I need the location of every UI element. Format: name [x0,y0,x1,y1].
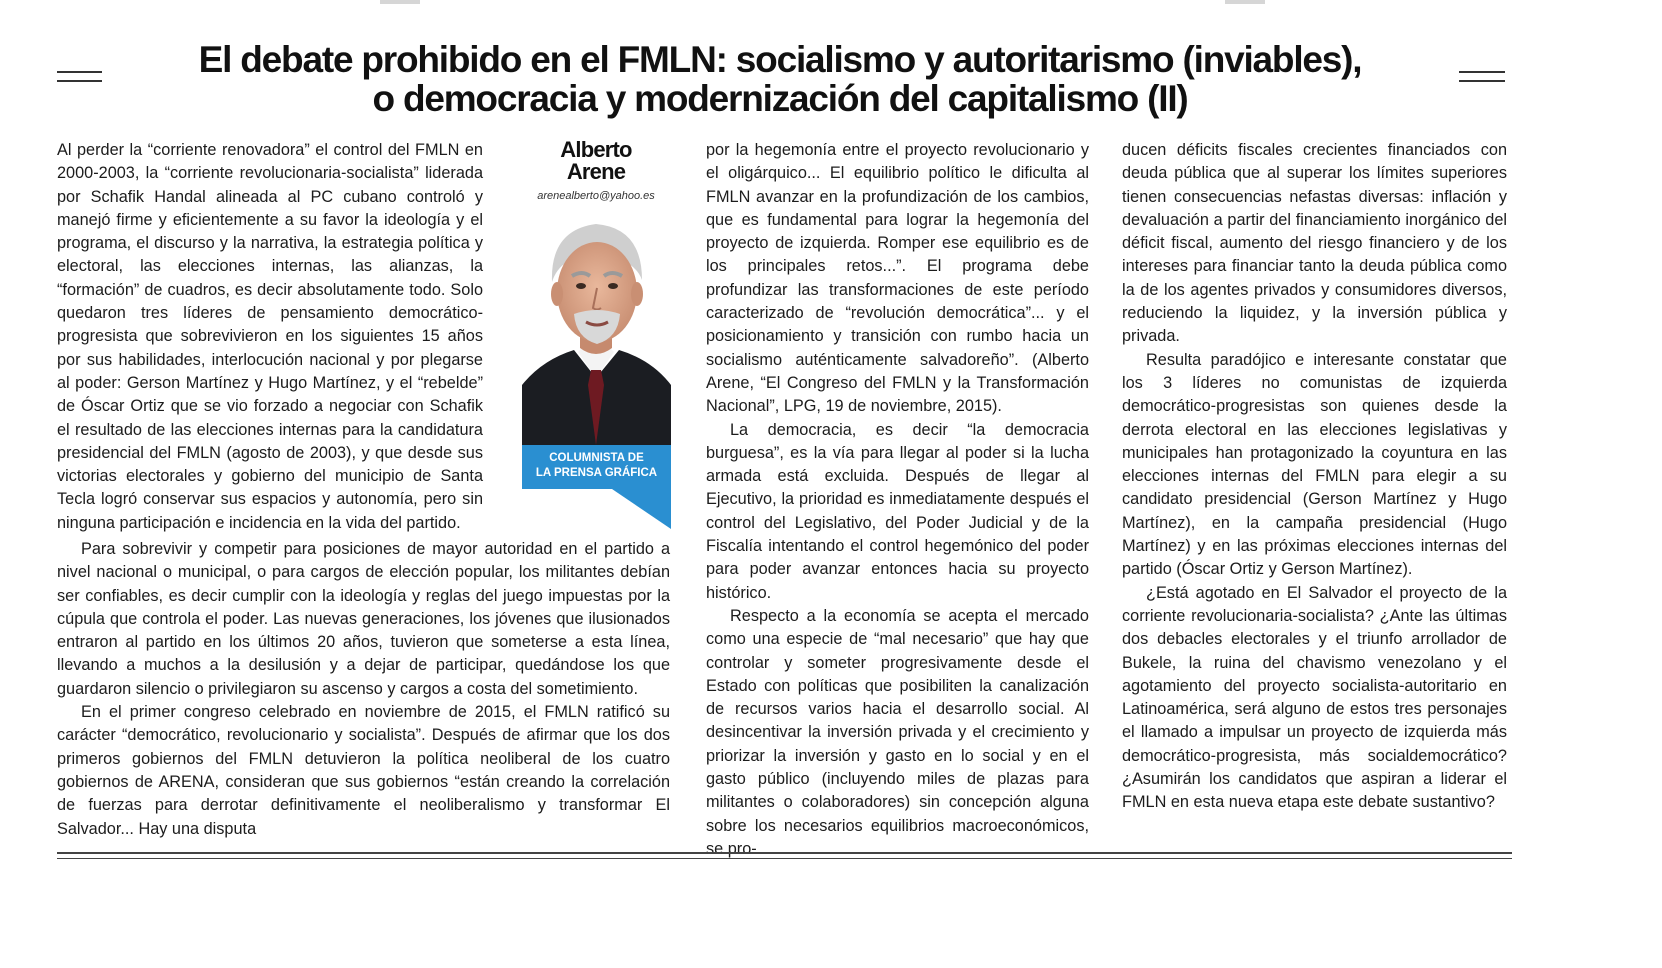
badge-line-1: COLUMNISTA DE [549,452,644,464]
bottom-rule [57,852,1512,859]
paragraph: La democracia, es decir “la democracia burguesa”, es la vía para llegar al poder si la lucha armada está excluida. Después de llegar al Ejecutivo, la prioridad es inmediatamente después el control del Legislativo, del Poder Judicial y de la Fiscalía intentando el control hegemónico del poder para poder avanzar entonces hacia su proyecto histórico. [706,420,1089,602]
badge-line-2: LA PRENSA GRÁFICA [535,467,658,479]
paragraph: Respecto a la economía se acepta el mercado como una especie de “mal necesario” que hay que controlar y someter progresivamente desde el Estado con políticas que posibiliten la canalización de recursos varios hacia el desarrollo social. Al desincentivar la inversión privada y el crecimiento y priorizar la inversión y gasto en lo social y en el gasto público (incluyendo miles de plazas para militantes o colaboradores) sin concepción alguna sobre los necesarios equilibrios macroeconómicos, se pro- [706,606,1089,858]
top-edge-mark [1225,0,1265,4]
author-email: arenealberto@yahoo.es [537,190,655,202]
headline-line-2: o democracia y modernización del capitalismo (II) [372,78,1188,119]
column-1-bottom [57,538,670,841]
paragraph: Al perder la “corriente renovadora” el control del FMLN en 2000-2003, la “corriente revolucionaria-socialista” liderada por Schafik Handal alineada al PC cubano controló y manejó firme y eficientemente a su favor la ideología y el programa, el discurso y la narrativa, la estrategia política y electoral, las elecciones internas, las alianzas, la “formación” de cuadros, es decir absolutamente todo. Solo quedaron tres líderes de pensamiento democrático-progresista que sobrevivieron en los siguientes 15 años por sus habilidades, interlocución nacional y por plegarse al poder: Gerson Martínez y Hugo Martínez, y el “rebelde” de Óscar Ortiz que se vio forzado a negociar con Schafik el resultado de las elecciones internas para la candidatura presidencial del FMLN (agosto de 2003), y que desde sus victorias electorales y gobierno del municipio de Santa Tecla logró conservar sus espacios y autonomía, pero sin ninguna participación e incidencia en la vida del partido. [57,141,483,532]
paragraph: En el primer congreso celebrado en noviembre de 2015, el FMLN ratificó su carácter “democrático, revolucionario y socialista”. Después de afirmar que los dos primeros gobiernos del FMLN detuvieron la política neoliberal de los cuatro gobiernos de ARENA, consideran que sus gobiernos “están creando la correlación de fuerzas para derrotar definitivamente el neoliberalismo y transformar El Salvador... Hay una disputa [57,703,670,838]
author-last-name: Arene [566,159,626,184]
badge-tab-shape [612,489,671,529]
headline-rule-left [57,71,102,82]
top-edge-mark [380,0,420,4]
paragraph: ¿Está agotado en El Salvador el proyecto de la corriente revolucionaria-socialista? ¿Ante las últimas dos debacles electorales y el triunfo arrollador de Bukele, la ruina del chavismo venezolano y el agotamiento del proyecto socialista-autoritario en Latinoamérica, será alguno de estos tres personajes el llamado a impulsar un proyecto de izquierda más democrático-progresista, más socialdemocrático? ¿Asumirán los candidatos que aspiran a liderar el FMLN en esta nueva etapa este debate sustantivo? [1122,583,1507,812]
headline [105,40,1455,118]
headline-rule-right [1459,71,1505,82]
author-portrait-svg [522,210,671,445]
column-3 [1122,139,1507,815]
paragraph: Resulta paradójico e interesante constatar que los 3 líderes no comunistas de izquierda democrático-progresistas son quienes desde la derrota electoral en las elecciones legislativas y municipales han protagonizado la coyuntura en las elecciones internas del FMLN para elegir a su candidato presidencial (Gerson Martínez y Hugo Martínez), en la campaña presidencial (Hugo Martínez) y en las próximas elecciones internas del partido (Óscar Ortiz y Gerson Martínez). [1122,350,1507,579]
headline-line-1: El debate prohibido en el FMLN: socialismo y autoritarismo (inviables), [198,39,1362,80]
paragraph: ducen déficits fiscales crecientes financiados con deuda pública que al superar los límites superiores tienen consecuencias nefastas diversas: inflación y devaluación a partir del financiamiento inorgánico del déficit fiscal, aumento del riesgo financiero y de los intereses para financiar tanto la deuda pública como la de los agentes privados y consumidores diversos, reduciendo la liquidez, y la inversión pública y privada. [1122,141,1507,346]
author-first-name: Alberto [560,137,632,162]
columnist-badge [522,445,671,489]
column-2 [706,139,1089,861]
paragraph: Para sobrevivir y competir para posiciones de mayor autoridad en el partido a nivel nacional o municipal, o para cargos de elección popular, los militantes debían ser confiables, es decir cumplir con la ideología y reglas del juego impuestas por la cúpula que controla el poder. Las nuevas generaciones, los jóvenes que ilusionados entraron al partido en los últimos 20 años, tuvieron que someterse a esta línea, llevando a muchos a la desilusión y a dejar de participar, quedándose los que guardaron silencio o privilegiaron su ascenso y cargos a costa del sometimiento. [57,540,670,698]
column-1-top [57,139,483,535]
paragraph: por la hegemonía entre el proyecto revolucionario y el oligárquico... El equilibrio político le dificulta al FMLN avanzar en la profundización de los cambios, que es fundamental para lograr la hegemonía del proyecto de izquierda. Romper ese equilibrio es de los principales retos...”. El programa debe profundizar las transformaciones de este período caracterizado de “revolución democrática”... y el posicionamiento y transición con rumbo hacia un socialismo auténticamente salvadoreño”. (Alberto Arene, “El Congreso del FMLN y la Transformación Nacional”, LPG, 19 de noviembre, 2015). [706,141,1089,416]
author-byline [521,139,671,202]
author-portrait-icon [522,210,671,445]
